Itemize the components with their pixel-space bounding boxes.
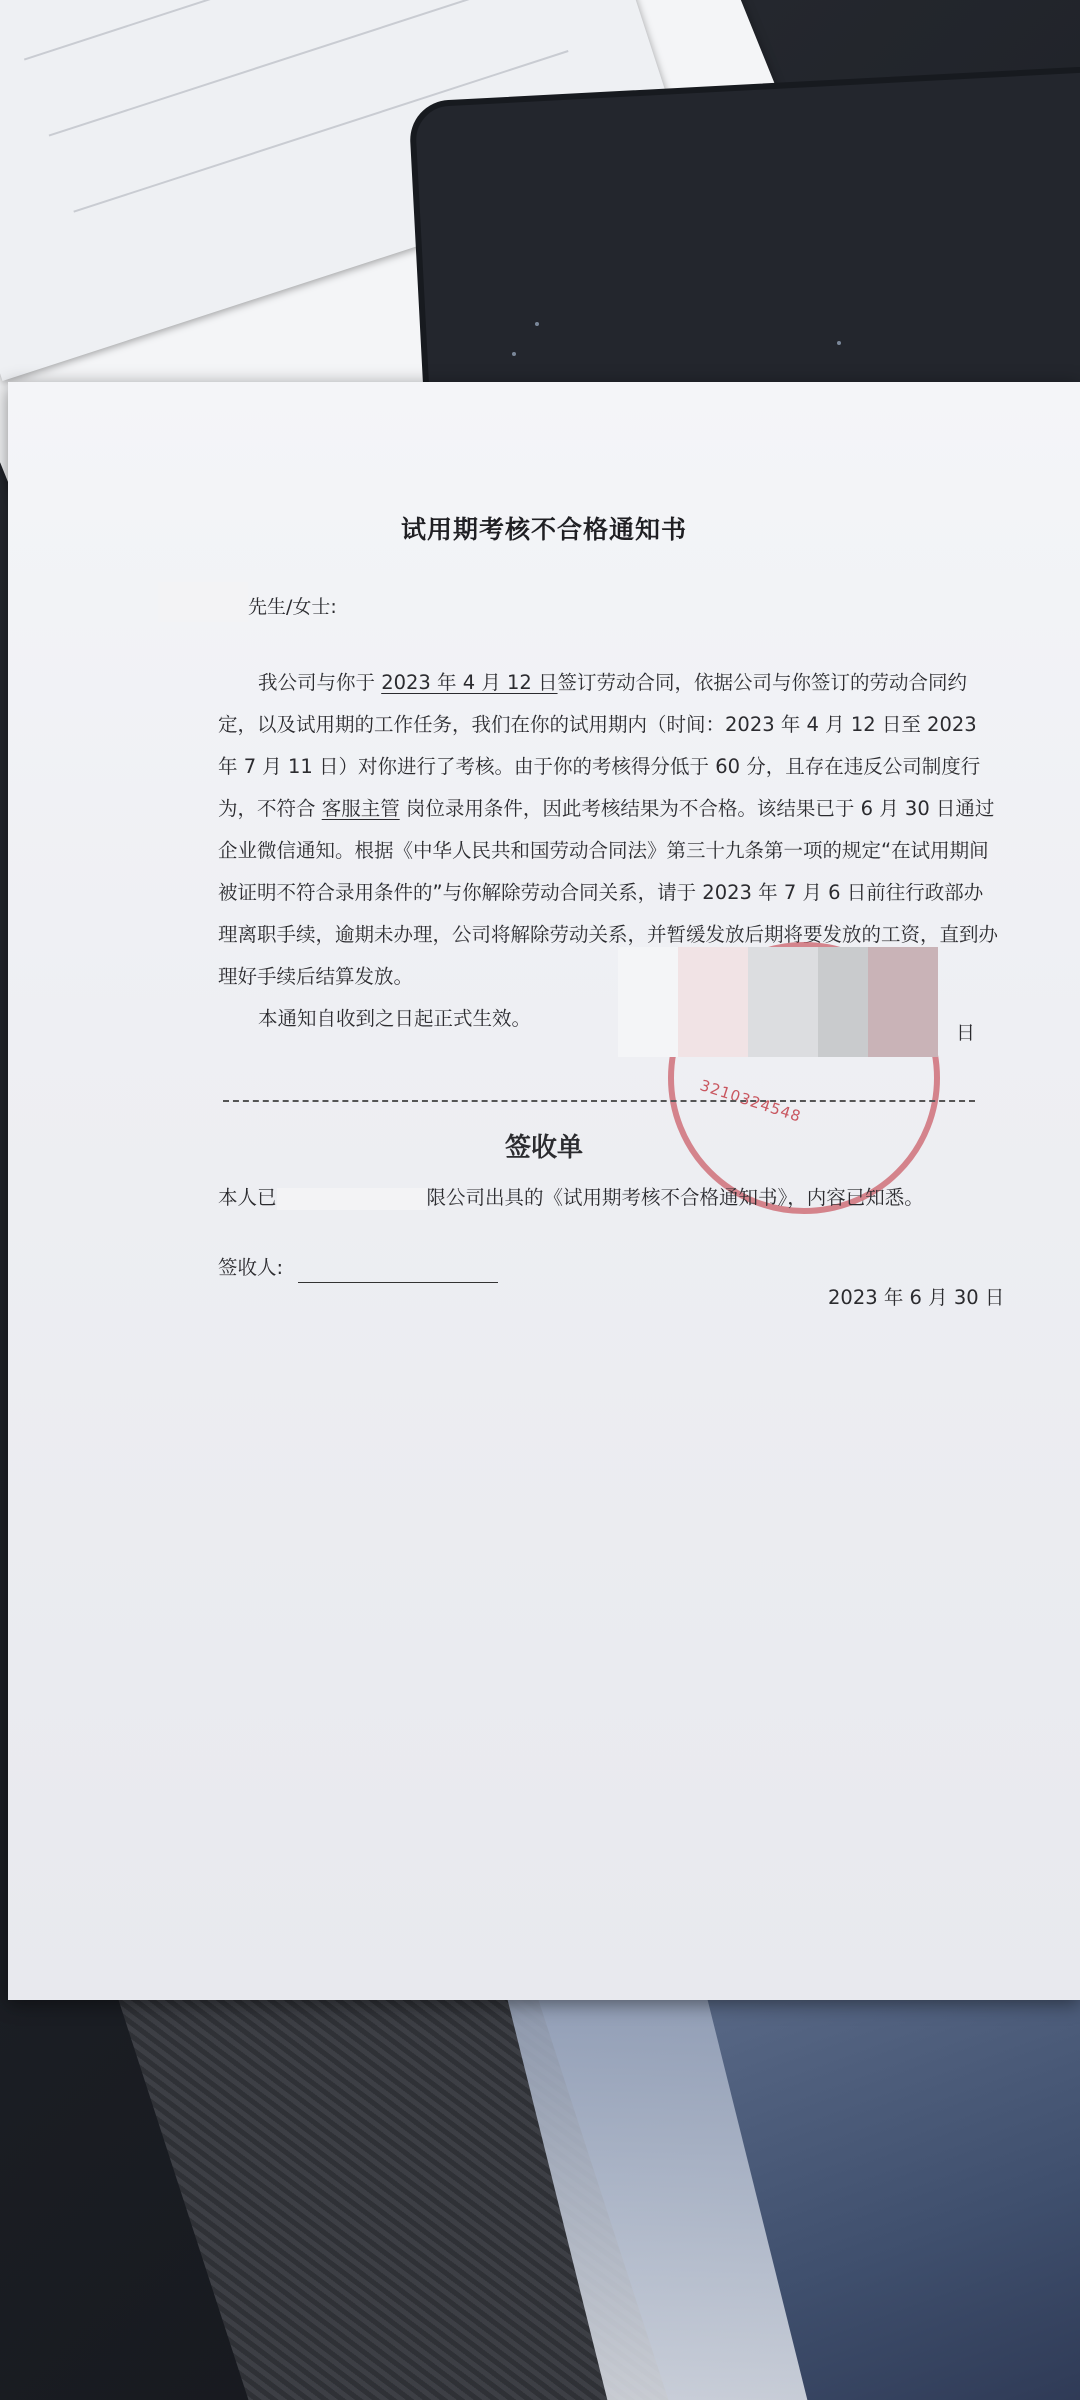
redaction-block: [868, 947, 938, 1057]
notice-document: [8, 382, 1080, 2000]
receipt-prefix: 本人已: [218, 1186, 277, 1209]
receipt-statement: [218, 1182, 924, 1210]
salutation: 先生/女士:: [248, 596, 337, 618]
document-title: 试用期考核不合格通知书: [400, 515, 687, 544]
cut-line: [223, 1100, 975, 1102]
signer-label: 签收人:: [218, 1256, 284, 1279]
notice-paragraph-2: 本通知自收到之日起正式生效。: [258, 1007, 532, 1030]
dust-speck: [535, 322, 539, 326]
paragraph-text: 签订劳动合同，依据公司与你签订的劳动合同约定，以及试用期的工作任务，我们在你的试用期内（时间：2023 年 4 月 12 日至 2023 年 7 月 11 日）对你进行了考核。由于你的考核得分低于 60 分，且存在违反公司制度行为，不符合: [218, 671, 981, 820]
notice-date-tail: 日: [956, 1022, 976, 1044]
position-name: 客服主管: [321, 797, 400, 820]
contract-date: 2023 年 4 月 12 日: [381, 671, 558, 694]
redaction-block: [748, 947, 818, 1057]
receipt-date: 2023 年 6 月 30 日: [828, 1286, 1005, 1309]
receipt-title: 签收单: [504, 1133, 583, 1163]
paragraph-text: 岗位录用条件，因此考核结果为不合格。该结果已于 6 月 30 日通过企业微信通知。根据《中华人民共和国劳动合同法》第三十九条第一项的规定“在试用期间被证明不符合录用条件的”与你解除劳动合同关系，请于 2023 年 7 月 6 日前往行政部办理离职手续，逾期未办理，公司将解除劳动关系，并暂缓发放后期将要发放的工资，直到办理好手续后结算发放。: [218, 797, 999, 988]
redacted-name: [158, 582, 248, 622]
dust-speck: [837, 341, 841, 345]
dust-speck: [512, 352, 516, 356]
paper-rule-line: [24, 0, 424, 60]
receipt-suffix: 限公司出具的《试用期考核不合格通知书》，内容已知悉。: [426, 1186, 924, 1209]
signature-line: [298, 1282, 498, 1283]
seal-code: 3210324548: [697, 1076, 804, 1126]
redaction-block: [678, 947, 748, 1057]
paragraph-text: 我公司与你于: [258, 671, 382, 694]
redacted-company: [277, 1188, 427, 1210]
